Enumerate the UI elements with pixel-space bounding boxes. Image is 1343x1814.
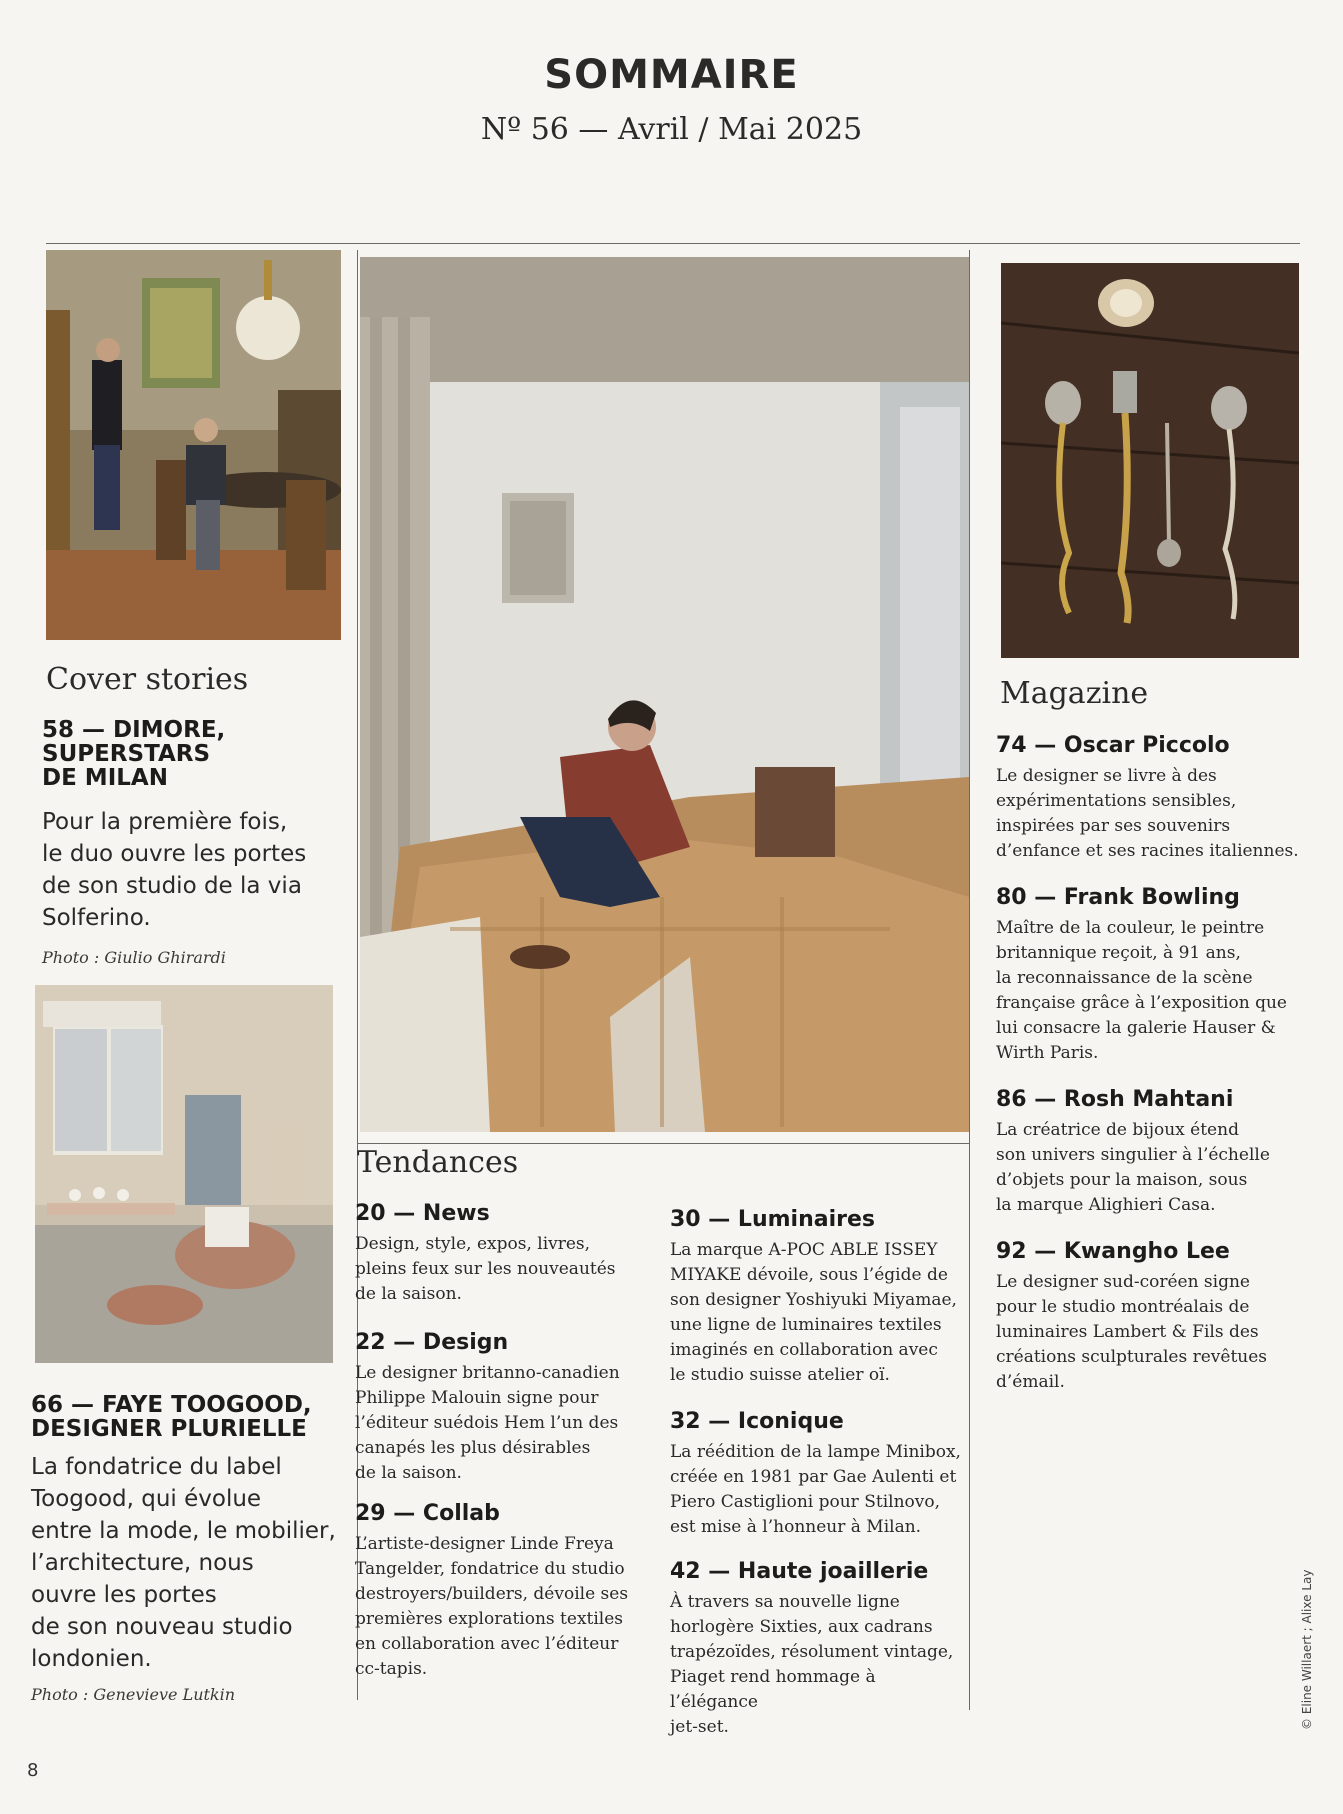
issue-date: Nº 56 — Avril / Mai 2025 <box>480 112 863 147</box>
item-oscar-piccolo: 74 — Oscar Piccolo Le designer se livre à des expérimentations sensibles, inspirées par ses souvenirs d’enfance et ses racines italiennes. <box>996 733 1299 861</box>
page-title: SOMMAIRE <box>544 52 799 98</box>
cover-story-dimore-lead: Pour la première fois, le duo ouvre les portes de son studio de la via Solferino. <box>42 809 307 931</box>
photo-dimore-studio <box>46 250 341 640</box>
item-rosh-mahtani: 86 — Rosh Mahtani La créatrice de bijoux étend son univers singulier à l’échelle d’objets pour la maison, sous la marque Alighieri Casa. <box>996 1087 1270 1215</box>
photo-cutlery <box>1001 263 1299 658</box>
item-iconique: 32 — Iconique La réédition de la lampe Minibox, créée en 1981 par Gae Aulenti et Piero Castiglioni pour Stilnovo, est mise à l’honneur à Milan. <box>670 1409 961 1537</box>
item-haute-joaillerie: 42 — Haute joaillerie À travers sa nouvelle ligne horlogère Sixties, aux cadrans trapézoïdes, résolument vintage, Piaget rend hommage à l’élégance jet-set. <box>670 1559 954 1737</box>
cover-story-toogood-lead: La fondatrice du label Toogood, qui évolue entre la mode, le mobilier, l’architecture, nous ouvre les portes de son nouveau studio londonien. <box>31 1454 336 1672</box>
page-number: 8 <box>27 1760 39 1781</box>
cover-story-dimore-heading: 58 — DIMORE, SUPERSTARS DE MILAN <box>42 717 226 791</box>
photo-credits: © Eline Willaert ; Alixe Lay <box>1300 1569 1314 1730</box>
tendances-column-left <box>355 1202 667 1682</box>
item-frank-bowling: 80 — Frank Bowling Maître de la couleur, le peintre britannique reçoit, à 91 ans, la reconnaissance de la scène française grâce à l’exposition que lui consacre la galerie Hauser & Wirth Paris. <box>996 885 1287 1063</box>
photo-credit-toogood: Photo : Genevieve Lutkin <box>31 1685 236 1704</box>
item-luminaires: 30 — Luminaires La marque A-POC ABLE ISSEY MIYAKE dévoile, sous l’égide de son designer Yoshiyuki Miyamae, une ligne de luminaires textiles imaginés en collaboration avec le studio suisse atelier oï. <box>670 1207 957 1385</box>
photo-credit-dimore: Photo : Giulio Ghirardi <box>42 948 226 967</box>
top-rule <box>46 243 1300 244</box>
photo-bedroom-textile <box>360 257 969 1132</box>
section-tendances: Tendances <box>357 1145 519 1180</box>
tendances-column-right <box>670 1208 968 1740</box>
cover-story-toogood-heading: 66 — FAYE TOOGOOD, DESIGNER PLURIELLE <box>31 1392 312 1442</box>
item-collab: 29 — Collab L’artiste-designer Linde Freya Tangelder, fondatrice du studio destroyers/builders, dévoile ses premières explorations textiles en collaboration avec l’éditeur cc-tapis. <box>355 1501 629 1679</box>
photo-toogood-studio <box>35 985 333 1363</box>
magazine-column <box>996 734 1336 1395</box>
item-news: 20 — News Design, style, expos, livres, pleins feux sur les nouveautés de la saison. <box>355 1201 616 1304</box>
item-kwangho-lee: 92 — Kwangho Lee Le designer sud-coréen signe pour le studio montréalais de luminaires Lambert & Fils des créations sculpturales revêtues d’émail. <box>996 1239 1268 1392</box>
item-design: 22 — Design Le designer britanno-canadien Philippe Malouin signe pour l’éditeur suédois Hem l’un des canapés les plus désirables de la saison. <box>355 1330 620 1483</box>
section-magazine: Magazine <box>1000 676 1149 711</box>
section-cover-stories: Cover stories <box>46 662 249 697</box>
tendances-rule <box>357 1143 969 1144</box>
cover-story-dimore <box>42 718 342 967</box>
cover-story-toogood <box>31 1393 346 1704</box>
column-rule-right <box>969 250 970 1710</box>
